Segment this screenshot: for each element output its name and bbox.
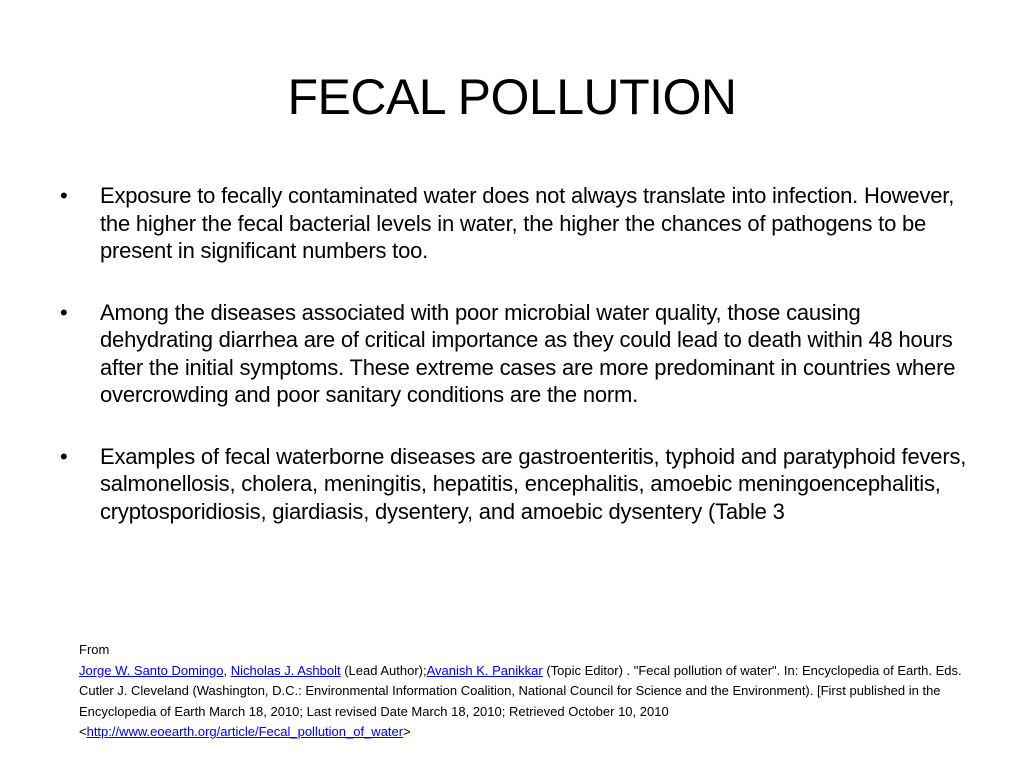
citation-end: >: [403, 724, 411, 739]
author-link-nicholas-ashbolt[interactable]: Nicholas J. Ashbolt: [230, 662, 341, 678]
bullet-icon: •: [60, 183, 68, 208]
citation-body: [79, 661, 979, 743]
citation: [79, 640, 979, 743]
bullet-text: Examples of fecal waterborne diseases are gastroenteritis, typhoid and paratyphoid fevers, salmonellosis, cholera, meningitis, hepatitis, encephalitis, amoebic meningoencephalitis, cryptosporidiosis, giardiasis, dysentery, and amoebic dysentery (Table 3: [100, 443, 967, 524]
citation-lead-author-role: (Lead Author);: [340, 662, 427, 678]
bullet-item: [60, 299, 970, 409]
bullet-item: [60, 182, 970, 265]
bullet-item: [60, 443, 970, 526]
slide-title: FECAL POLLUTION: [287, 69, 737, 125]
bullet-text: Exposure to fecally contaminated water does not always translate into infection. However, the higher the fecal bacterial levels in water, the higher the chances of pathogens to be present in significant numbers too.: [100, 183, 955, 263]
citation-details: (Topic Editor) . "Fecal pollution of water". In: Encyclopedia of Earth. Eds. Cutler J. Cleveland (Washington, D.C.: Environmental Information Coalition, National Council for Science and the Environment). [First published in the Encyclopedia of Earth March 18, 2010; Last revised Date March 18, 2010; Retrieved October 10, 2010 <: [79, 662, 962, 739]
bullet-icon: •: [60, 443, 68, 469]
bullet-icon: •: [60, 299, 68, 325]
author-link-jorge-santo-domingo[interactable]: Jorge W. Santo Domingo: [79, 662, 224, 678]
source-url-link[interactable]: http://www.eoearth.org/article/Fecal_pollution_of_water: [86, 724, 404, 739]
citation-separator: ,: [223, 662, 231, 678]
bullet-list: [60, 182, 970, 559]
bullet-text: Among the diseases associated with poor microbial water quality, those causing dehydrating diarrhea are of critical importance as they could lead to death within 48 hours after the initial symptoms. These extreme cases are more predominant in countries where overcrowding and poor sanitary conditions are the norm.: [100, 299, 956, 407]
citation-from-label: From: [79, 642, 110, 657]
editor-link-avanish-panikkar[interactable]: Avanish K. Panikkar: [426, 662, 543, 678]
